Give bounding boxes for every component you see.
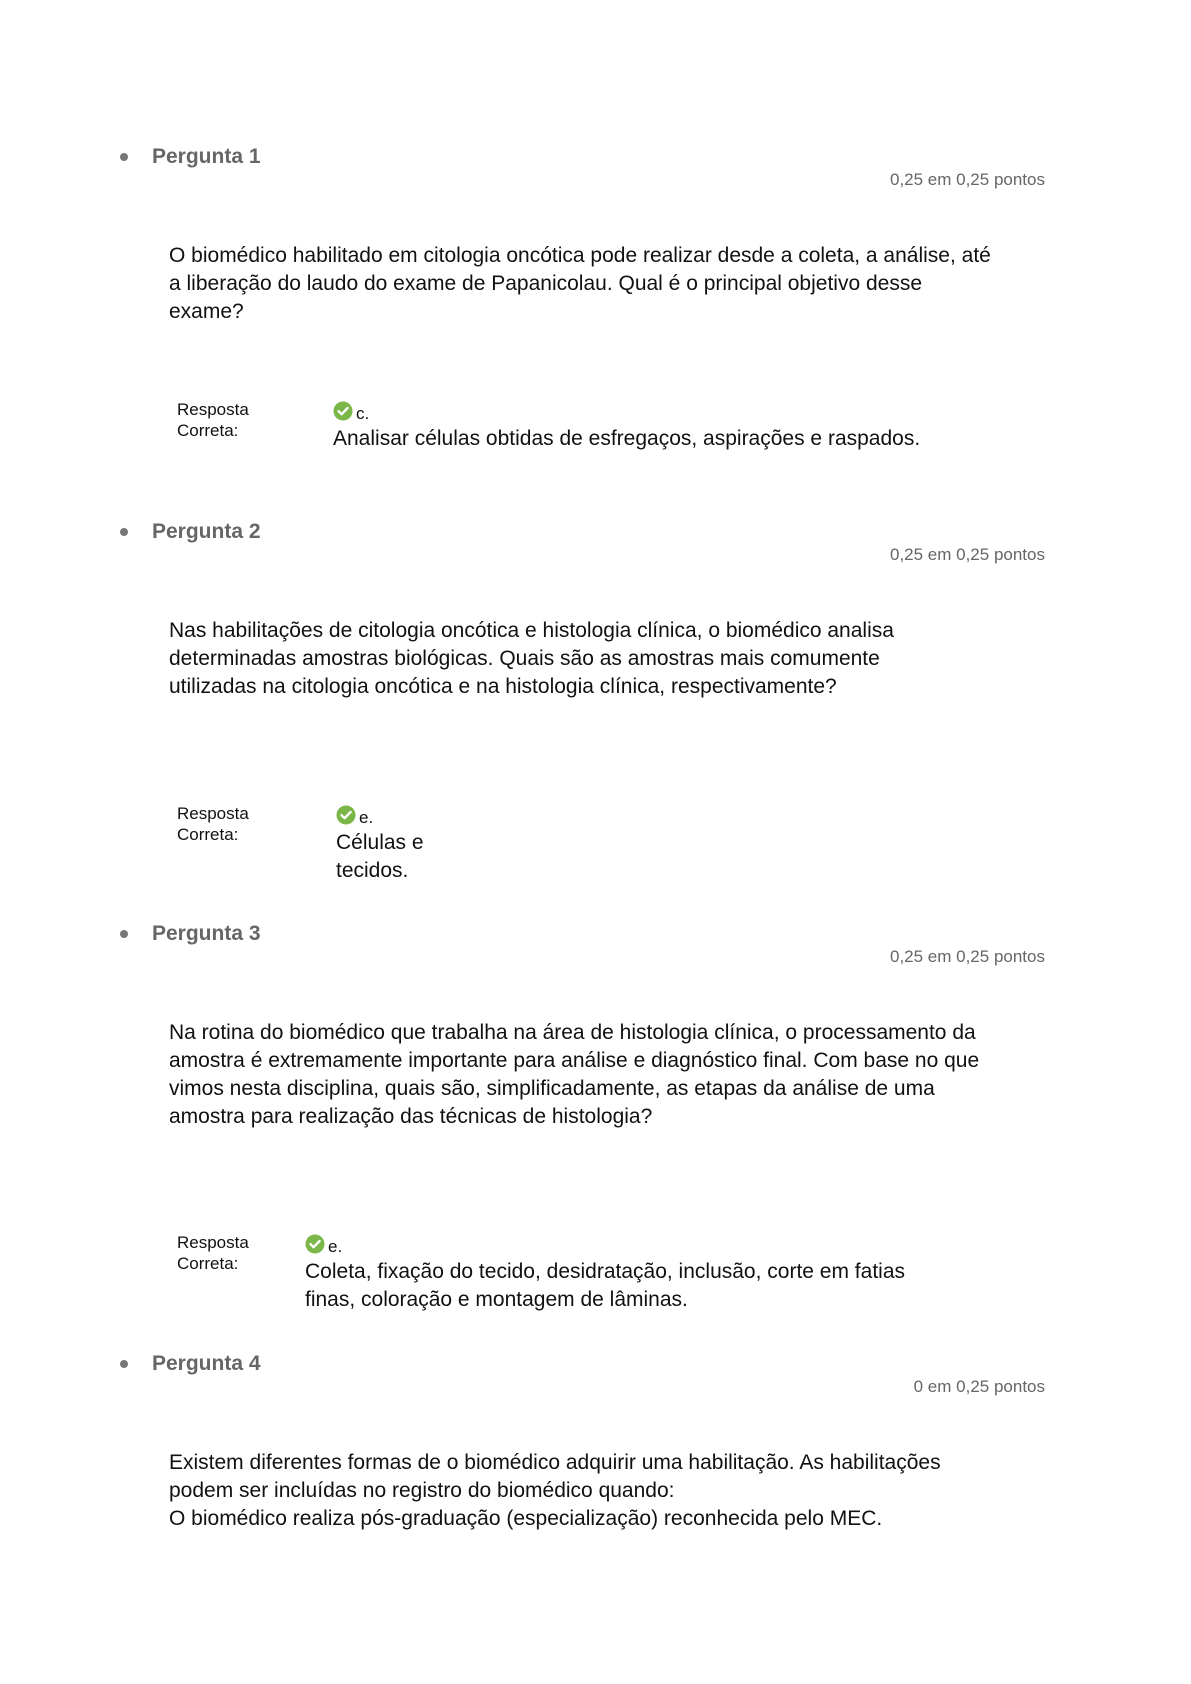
question-title: Pergunta 4 (152, 1352, 261, 1375)
question-text: Na rotina do biomédico que trabalha na área de histologia clínica, o processamento da amostra é extremamente importante para análise e diagnóstico final. Com base no que vimos nesta disciplina, quais são, simplificadamente, as etapas da análise de uma amostra para realização das técnicas de histologia? (169, 1021, 980, 1128)
question-points: 0,25 em 0,25 pontos (889, 170, 1045, 189)
question-title: Pergunta 1 (152, 145, 261, 168)
answer-letter: e. (328, 1237, 343, 1256)
question-points: 0 em 0,25 pontos (913, 1377, 1045, 1396)
question-title: Pergunta 2 (152, 520, 261, 543)
answer-body (305, 1232, 965, 1314)
bullet-icon (120, 153, 128, 161)
bullet-icon (120, 930, 128, 938)
answer-body (333, 399, 933, 453)
answer-text: Coleta, fixação do tecido, desidratação, inclusão, corte em fatias finas, coloração e montagem de lâminas. (305, 1260, 905, 1311)
check-circle-icon (305, 1234, 325, 1254)
check-circle-icon (333, 401, 353, 421)
question-title: Pergunta 3 (152, 922, 261, 945)
question-text: Nas habilitações de citologia oncótica e histologia clínica, o biomédico analisa determinadas amostras biológicas. Quais são as amostras mais comumente utilizadas na citologia oncótica e na histologia clínica, respectivamente? (169, 619, 894, 698)
answer-text: Células e tecidos. (336, 831, 424, 882)
answer-body (336, 803, 476, 885)
check-circle-icon (336, 805, 356, 825)
answer-label: Resposta Correta: (177, 1233, 249, 1273)
question-header (120, 520, 261, 544)
question-text (169, 1449, 1029, 1533)
bullet-icon (120, 1360, 128, 1368)
question-points: 0,25 em 0,25 pontos (889, 947, 1045, 966)
question-header (120, 145, 261, 169)
question-header (120, 1352, 261, 1376)
answer-letter: e. (359, 808, 374, 827)
answer-letter: c. (356, 404, 370, 423)
question-header (120, 922, 261, 946)
question-text-line: O biomédico realiza pós-graduação (especialização) reconhecida pelo MEC. (169, 1507, 883, 1530)
question-points: 0,25 em 0,25 pontos (889, 545, 1045, 564)
question-text-line: Existem diferentes formas de o biomédico adquirir uma habilitação. As habilitações podem ser incluídas no registro do biomédico quando: (169, 1451, 941, 1502)
bullet-icon (120, 528, 128, 536)
answer-label: Resposta Correta: (177, 804, 249, 844)
answer-label: Resposta Correta: (177, 400, 249, 440)
answer-text: Analisar células obtidas de esfregaços, aspirações e raspados. (333, 427, 921, 450)
question-text: O biomédico habilitado em citologia oncótica pode realizar desde a coleta, a análise, até a liberação do laudo do exame de Papanicolau. Qual é o principal objetivo desse exame? (169, 244, 991, 323)
